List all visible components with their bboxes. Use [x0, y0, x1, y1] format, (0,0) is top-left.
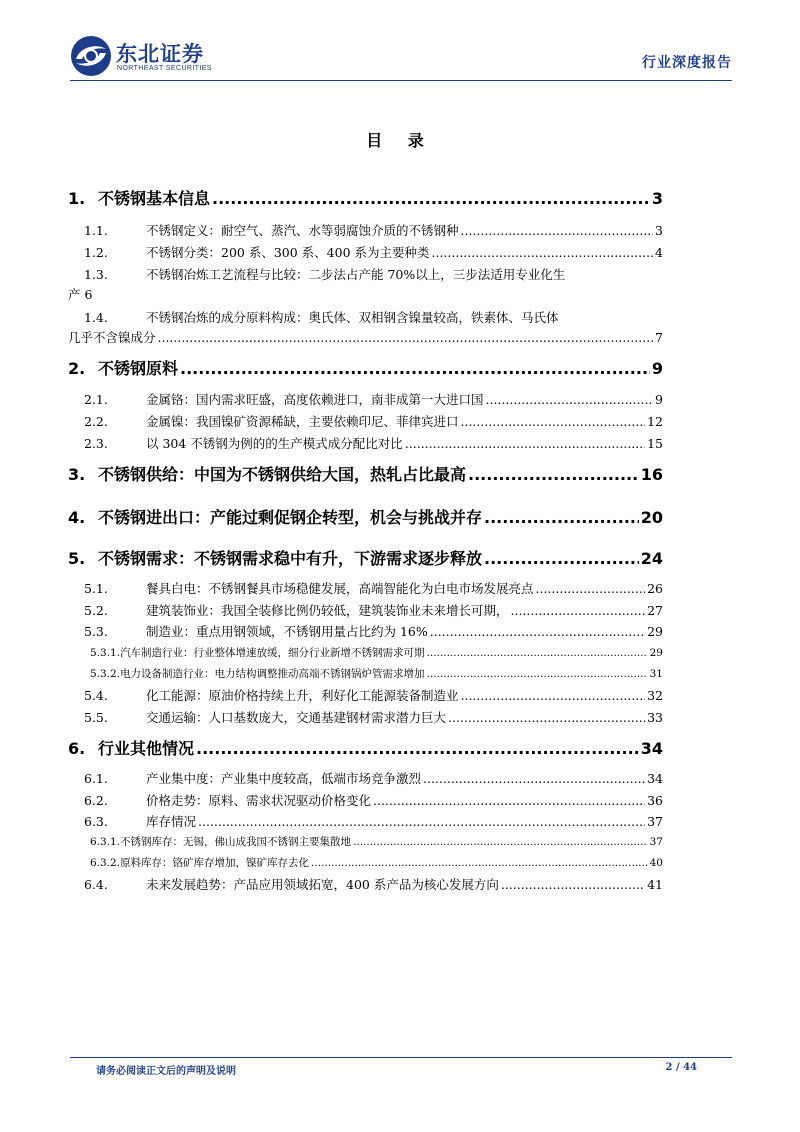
- footer-disclaimer: 请务必阅读正文后的声明及说明: [96, 1066, 236, 1077]
- toc-entry-title: 金属镍：我国镍矿资源稀缺，主要依赖印尼、菲律宾进口: [146, 414, 459, 429]
- toc-entry-5-2[interactable]: [68, 601, 663, 619]
- toc-entry-number: 3.: [68, 465, 86, 484]
- toc-entry-title: 建筑装饰业：我国全装修比例仍较低，建筑装饰业未来增长可期，: [146, 603, 509, 618]
- toc-entry-2-1[interactable]: [68, 390, 663, 408]
- toc-entry-6-1[interactable]: [68, 769, 663, 787]
- toc-entry-page: 34: [640, 739, 663, 758]
- toc-entry-title: 不锈钢冶炼的成分原料构成：奥氏体、双相钢含镍量较高，铁素体、马氏体: [146, 310, 559, 325]
- toc-entry-page: 4: [655, 245, 663, 260]
- toc-entry-page: 27: [647, 603, 663, 618]
- toc-entry-number: 1.1.: [84, 223, 108, 238]
- toc-entry-number: 6.: [68, 739, 86, 758]
- toc-entry-title: 汽车制造行业：行业整体增速放缓，细分行业新增不锈钢需求可期: [120, 647, 425, 659]
- toc-entry-title: 不锈钢库存：无锡，佛山成我国不锈钢主要集散地: [120, 836, 352, 848]
- toc-entry-6-4[interactable]: [68, 875, 663, 893]
- toc-entry-title: 不锈钢进出口：产能过剩促钢企转型，机会与挑战并存: [98, 508, 483, 527]
- toc-entry-page: 33: [647, 710, 663, 725]
- toc-entry-5-4[interactable]: [68, 686, 663, 704]
- toc-entry-title: 以 304 不锈钢为例的的生产模式成分配比对比: [146, 436, 403, 451]
- toc-entry-page: 31: [649, 668, 663, 680]
- toc-entry-number: 6.4.: [84, 877, 108, 892]
- toc-entry-page: 15: [647, 436, 663, 451]
- report-type: 行业深度报告: [642, 55, 732, 71]
- company-name-en: NORTHEAST SECURITIES: [117, 65, 212, 72]
- toc-entry-number: 5.3.: [84, 624, 108, 639]
- toc-entry-5[interactable]: [68, 546, 663, 569]
- toc-entry-number: 1.2.: [84, 245, 108, 260]
- toc-entry-6-3-2[interactable]: [68, 855, 663, 870]
- toc-leader: [486, 392, 654, 407]
- toc-entry-page: 37: [649, 836, 663, 848]
- toc-entry-number: 6.1.: [84, 771, 108, 786]
- toc-entry-number: 4.: [68, 508, 86, 527]
- toc-entry-title-cont: 几乎不含镍成分: [68, 330, 156, 345]
- toc-leader: [373, 793, 645, 808]
- toc-entry-5-3-2[interactable]: [68, 666, 663, 681]
- toc-entry-page: 29: [649, 647, 663, 659]
- toc-entry-page: 24: [640, 549, 663, 568]
- toc-entry-6[interactable]: [68, 736, 663, 759]
- toc-entry-title: 不锈钢供给：中国为不锈钢供给大国，热轧占比最高: [98, 465, 467, 484]
- toc-leader: [405, 436, 645, 451]
- toc-leader: [448, 710, 645, 725]
- toc-leader: [484, 508, 639, 527]
- toc-entry-page: 37: [647, 814, 663, 829]
- toc-entry-title: 化工能源：原油价格持续上升，利好化工能源装备制造业: [146, 688, 459, 703]
- toc-entry-title: 未来发展趋势：产品应用领域拓宽，400 系产品为核心发展方向: [146, 877, 499, 892]
- toc-entry-page: 9: [655, 392, 663, 407]
- toc-entry-6-3[interactable]: [68, 812, 663, 830]
- toc-entry-page: 7: [655, 330, 663, 345]
- toc-entry-number: 5.2.: [84, 603, 108, 618]
- toc-leader: [511, 603, 646, 618]
- toc-entry-title: 不锈钢需求：不锈钢需求稳中有升，下游需求逐步释放: [98, 549, 483, 568]
- toc-entry-number: 5.5.: [84, 710, 108, 725]
- toc-entry-2[interactable]: [68, 356, 663, 379]
- toc-entry-number: 5.3.2.: [90, 668, 121, 680]
- toc-entry-title: 餐具白电：不锈钢餐具市场稳健发展，高端智能化为白电市场发展亮点: [146, 581, 534, 596]
- toc-entry-number: 5.3.1.: [90, 647, 121, 659]
- toc-entry-page: 20: [640, 508, 663, 527]
- toc-leader: [196, 739, 639, 758]
- toc-entry-title: 不锈钢原料: [98, 359, 179, 378]
- toc-leader: [501, 877, 645, 892]
- toc-entry-2-3[interactable]: [68, 434, 663, 452]
- toc-entry-title: 行业其他情况: [98, 739, 195, 758]
- page-indicator: 2 / 44: [665, 1062, 697, 1073]
- toc-entry-page: 34: [647, 771, 663, 786]
- toc-entry-4[interactable]: [68, 505, 663, 528]
- company-logo: [70, 34, 240, 78]
- toc-entry-6-3-1[interactable]: [68, 834, 663, 849]
- toc-leader: [198, 814, 645, 829]
- toc-entry-number: 2.2.: [84, 414, 108, 429]
- toc-entry-page: 3: [651, 189, 663, 208]
- toc-title: 目 录: [366, 131, 434, 150]
- toc-entry-page: 40: [649, 857, 663, 869]
- toc-leader: [423, 771, 645, 786]
- toc-entry-page: 41: [647, 877, 663, 892]
- toc-entry-title: 价格走势：原料、需求状况驱动价格变化: [146, 793, 372, 808]
- toc-entry-5-3[interactable]: [68, 622, 663, 640]
- toc-leader: [427, 668, 648, 680]
- toc-leader: [180, 359, 650, 378]
- toc-entry-5-3-1[interactable]: [68, 645, 663, 660]
- toc-entry-2-2[interactable]: [68, 412, 663, 430]
- toc-leader: [427, 647, 648, 659]
- toc-entry-page: 3: [655, 223, 663, 238]
- toc-entry-number: 2.1.: [84, 392, 108, 407]
- toc-entry-title: 原料库存：铬矿库存增加，镍矿库存去化: [120, 857, 310, 869]
- page-header: [70, 34, 732, 78]
- toc-entry-page: 16: [640, 465, 663, 484]
- toc-leader: [461, 223, 654, 238]
- toc-entry-1[interactable]: [68, 186, 663, 209]
- toc-entry-number: 1.: [68, 189, 86, 208]
- toc-entry-1-1[interactable]: [68, 221, 663, 239]
- footer-divider: [70, 1057, 732, 1058]
- toc-entry-5-1[interactable]: [68, 579, 663, 597]
- toc-entry-5-5[interactable]: [68, 708, 663, 726]
- toc-leader: [311, 857, 648, 869]
- toc-leader: [468, 465, 639, 484]
- toc-entry-page: 12: [647, 414, 663, 429]
- toc-leader: [430, 624, 645, 639]
- header-divider: [70, 80, 732, 81]
- toc-entry-title: 不锈钢基本信息: [98, 189, 211, 208]
- toc-entry-1-3-cont[interactable]: [68, 285, 663, 303]
- toc-entry-title: 不锈钢定义：耐空气、蒸汽、水等弱腐蚀介质的不锈钢种: [146, 223, 459, 238]
- toc-entry-title: 不锈钢冶炼工艺流程与比较：二步法占产能 70%以上，三步法适用专业化生: [146, 267, 566, 282]
- toc-leader: [461, 688, 646, 703]
- toc-entry-page: 26: [647, 581, 663, 596]
- toc-entry-1-3[interactable]: [68, 265, 663, 283]
- toc-entry-number: 6.3.: [84, 814, 108, 829]
- toc-entry-1-4-cont[interactable]: [68, 328, 663, 346]
- toc-entry-number: 1.3.: [84, 267, 108, 282]
- toc-entry-page: 9: [651, 359, 663, 378]
- toc-leader: [432, 245, 654, 260]
- toc-entry-title-cont: 产 6: [68, 287, 93, 302]
- toc-entry-title: 库存情况: [146, 814, 197, 829]
- toc-leader: [461, 414, 646, 429]
- toc-entry-number: 6.2.: [84, 793, 108, 808]
- toc-entry-page: 32: [647, 688, 663, 703]
- toc-entry-number: 1.4.: [84, 310, 108, 325]
- toc-entry-number: 2.: [68, 359, 86, 378]
- toc-entry-number: 5.1.: [84, 581, 108, 596]
- company-logo-icon: [70, 35, 112, 77]
- toc-entry-number: 5.: [68, 549, 86, 568]
- toc-entry-1-4[interactable]: [68, 308, 663, 326]
- toc-leader: [353, 836, 648, 848]
- toc-entry-title: 制造业：重点用钢领域，不锈钢用量占比约为 16%: [146, 624, 428, 639]
- toc-entry-1-2[interactable]: [68, 243, 663, 261]
- toc-entry-6-2[interactable]: [68, 791, 663, 809]
- toc-entry-number: 5.4.: [84, 688, 108, 703]
- toc-entry-page: 36: [647, 793, 663, 808]
- toc-entry-title: 电力设备制造行业：电力结构调整推动高端不锈钢锅炉管需求增加: [120, 668, 425, 680]
- toc-entry-title: 交通运输：人口基数庞大，交通基建钢材需求潜力巨大: [146, 710, 447, 725]
- toc-entry-title: 金属铬：国内需求旺盛，高度依赖进口，南非成第一大进口国: [146, 392, 484, 407]
- toc-leader: [212, 189, 650, 208]
- toc-entry-number: 2.3.: [84, 436, 108, 451]
- toc-leader: [158, 330, 654, 345]
- toc-entry-title: 产业集中度：产业集中度较高，低端市场竞争激烈: [146, 771, 422, 786]
- toc-leader: [484, 549, 639, 568]
- toc-entry-page: 29: [647, 624, 663, 639]
- toc-entry-title: 不锈钢分类：200 系、300 系、400 系为主要种类: [146, 245, 430, 260]
- toc-entry-number: 6.3.2.: [90, 857, 121, 869]
- toc-entry-3[interactable]: [68, 462, 663, 485]
- toc-entry-number: 6.3.1.: [90, 836, 121, 848]
- toc-leader: [536, 581, 646, 596]
- company-name: 东北证券: [116, 42, 204, 66]
